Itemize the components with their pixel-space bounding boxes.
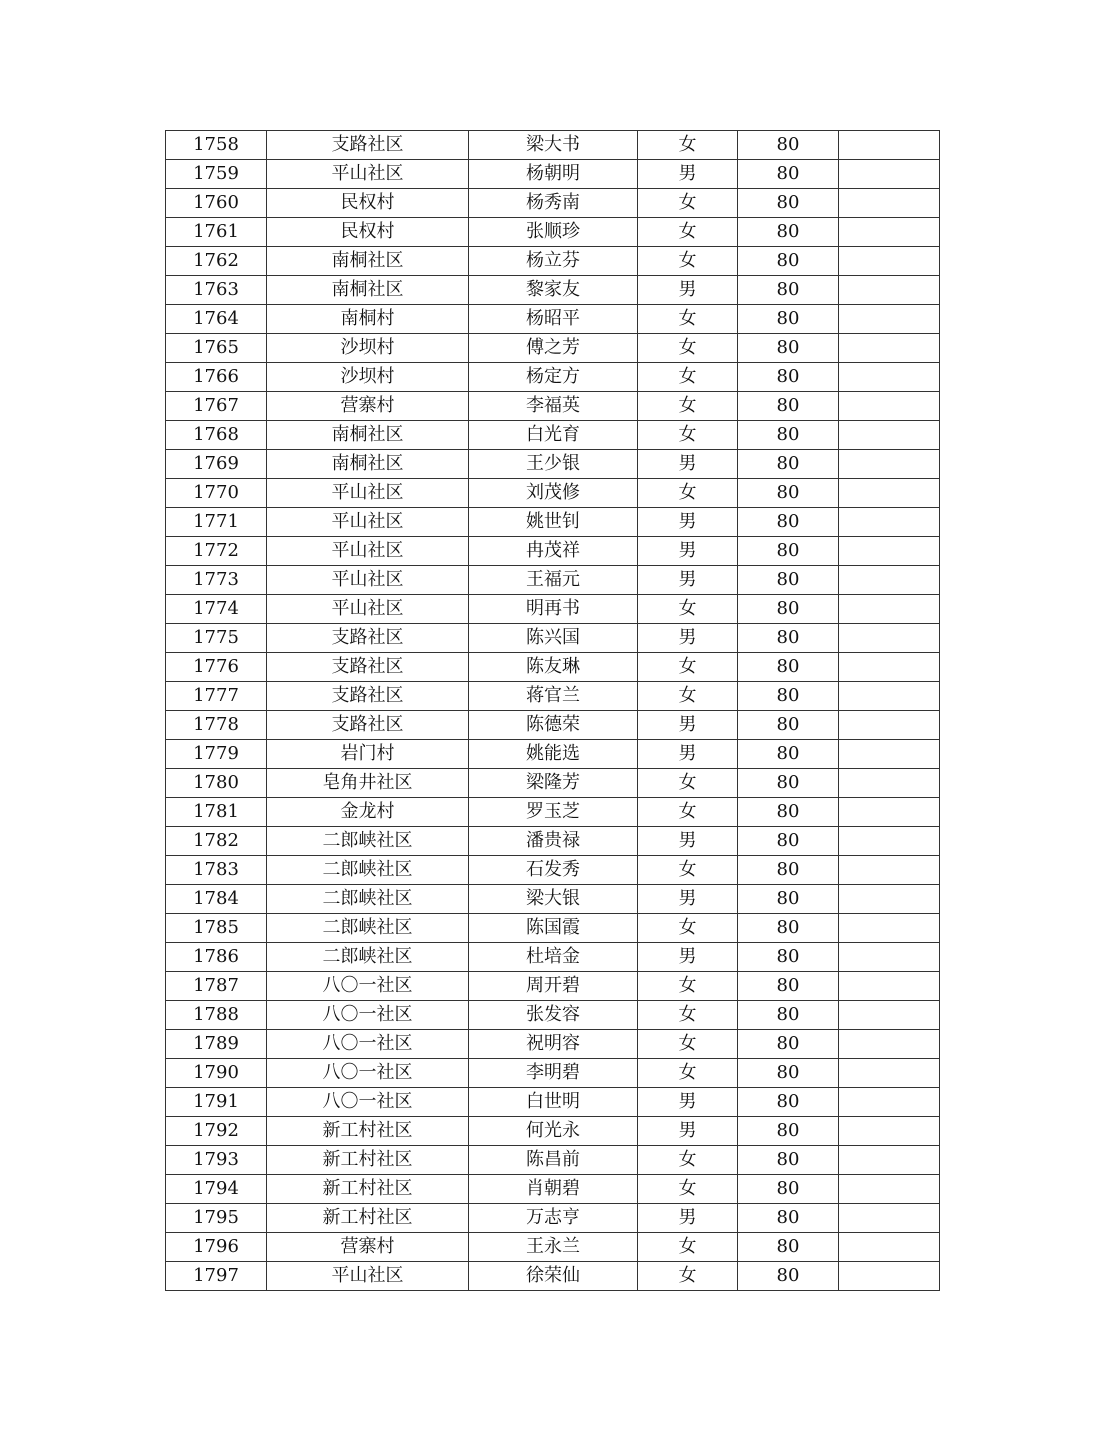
person-name-cell: 陈昌前 — [469, 1146, 638, 1175]
person-name-cell: 何光永 — [469, 1117, 638, 1146]
age-cell: 80 — [738, 682, 839, 711]
note-cell — [839, 479, 940, 508]
community-cell: 平山社区 — [267, 537, 469, 566]
note-cell — [839, 1088, 940, 1117]
table-row — [166, 1175, 940, 1204]
table-row — [166, 1088, 940, 1117]
person-name-cell: 梁大银 — [469, 885, 638, 914]
community-cell: 沙坝村 — [267, 363, 469, 392]
table-row — [166, 740, 940, 769]
serial-number-cell: 1764 — [166, 305, 267, 334]
note-cell — [839, 1059, 940, 1088]
note-cell — [839, 972, 940, 1001]
gender-cell: 男 — [638, 943, 738, 972]
serial-number-cell: 1766 — [166, 363, 267, 392]
age-cell: 80 — [738, 1030, 839, 1059]
person-name-cell: 梁隆芳 — [469, 769, 638, 798]
gender-cell: 女 — [638, 595, 738, 624]
serial-number-cell: 1771 — [166, 508, 267, 537]
note-cell — [839, 943, 940, 972]
serial-number-cell: 1793 — [166, 1146, 267, 1175]
table-row — [166, 1233, 940, 1262]
gender-cell: 女 — [638, 1233, 738, 1262]
table-row — [166, 363, 940, 392]
community-cell: 二郎峡社区 — [267, 914, 469, 943]
gender-cell: 男 — [638, 1117, 738, 1146]
community-cell: 八〇一社区 — [267, 1001, 469, 1030]
gender-cell: 女 — [638, 1262, 738, 1291]
gender-cell: 女 — [638, 856, 738, 885]
person-name-cell: 罗玉芝 — [469, 798, 638, 827]
serial-number-cell: 1797 — [166, 1262, 267, 1291]
gender-cell: 女 — [638, 1001, 738, 1030]
person-name-cell: 徐荣仙 — [469, 1262, 638, 1291]
serial-number-cell: 1781 — [166, 798, 267, 827]
table-row — [166, 566, 940, 595]
note-cell — [839, 653, 940, 682]
table-row — [166, 595, 940, 624]
note-cell — [839, 508, 940, 537]
person-name-cell: 肖朝碧 — [469, 1175, 638, 1204]
serial-number-cell: 1777 — [166, 682, 267, 711]
gender-cell: 男 — [638, 276, 738, 305]
gender-cell: 男 — [638, 711, 738, 740]
age-cell: 80 — [738, 392, 839, 421]
person-name-cell: 冉茂祥 — [469, 537, 638, 566]
age-cell: 80 — [738, 798, 839, 827]
serial-number-cell: 1794 — [166, 1175, 267, 1204]
gender-cell: 女 — [638, 1030, 738, 1059]
gender-cell: 男 — [638, 624, 738, 653]
table-row — [166, 624, 940, 653]
person-name-cell: 李福英 — [469, 392, 638, 421]
gender-cell: 女 — [638, 421, 738, 450]
serial-number-cell: 1790 — [166, 1059, 267, 1088]
gender-cell: 女 — [638, 914, 738, 943]
age-cell: 80 — [738, 972, 839, 1001]
community-cell: 平山社区 — [267, 595, 469, 624]
age-cell: 80 — [738, 1001, 839, 1030]
note-cell — [839, 1001, 940, 1030]
table-row — [166, 914, 940, 943]
table-row — [166, 682, 940, 711]
age-cell: 80 — [738, 1175, 839, 1204]
person-name-cell: 王少银 — [469, 450, 638, 479]
gender-cell: 女 — [638, 769, 738, 798]
gender-cell: 女 — [638, 798, 738, 827]
age-cell: 80 — [738, 595, 839, 624]
person-name-cell: 石发秀 — [469, 856, 638, 885]
person-name-cell: 杨定方 — [469, 363, 638, 392]
table-row — [166, 479, 940, 508]
age-cell: 80 — [738, 450, 839, 479]
note-cell — [839, 769, 940, 798]
table-row — [166, 769, 940, 798]
person-name-cell: 张顺珍 — [469, 218, 638, 247]
table-row — [166, 827, 940, 856]
person-name-cell: 杜培金 — [469, 943, 638, 972]
note-cell — [839, 247, 940, 276]
note-cell — [839, 566, 940, 595]
gender-cell: 男 — [638, 740, 738, 769]
gender-cell: 女 — [638, 479, 738, 508]
note-cell — [839, 595, 940, 624]
table-row — [166, 1117, 940, 1146]
note-cell — [839, 392, 940, 421]
gender-cell: 女 — [638, 392, 738, 421]
age-cell: 80 — [738, 943, 839, 972]
person-name-cell: 王永兰 — [469, 1233, 638, 1262]
table-row — [166, 247, 940, 276]
community-cell: 支路社区 — [267, 682, 469, 711]
table-row — [166, 276, 940, 305]
community-cell: 平山社区 — [267, 160, 469, 189]
gender-cell: 男 — [638, 885, 738, 914]
person-name-cell: 蒋官兰 — [469, 682, 638, 711]
gender-cell: 女 — [638, 334, 738, 363]
note-cell — [839, 160, 940, 189]
gender-cell: 男 — [638, 508, 738, 537]
community-cell: 二郎峡社区 — [267, 827, 469, 856]
age-cell: 80 — [738, 740, 839, 769]
age-cell: 80 — [738, 537, 839, 566]
community-cell: 八〇一社区 — [267, 1030, 469, 1059]
community-cell: 南桐村 — [267, 305, 469, 334]
age-cell: 80 — [738, 421, 839, 450]
community-cell: 支路社区 — [267, 711, 469, 740]
person-name-cell: 姚世钊 — [469, 508, 638, 537]
age-cell: 80 — [738, 334, 839, 363]
serial-number-cell: 1792 — [166, 1117, 267, 1146]
note-cell — [839, 218, 940, 247]
roster-table — [165, 130, 940, 1291]
table-row — [166, 972, 940, 1001]
community-cell: 南桐社区 — [267, 247, 469, 276]
person-name-cell: 梁大书 — [469, 131, 638, 160]
note-cell — [839, 363, 940, 392]
serial-number-cell: 1785 — [166, 914, 267, 943]
community-cell: 八〇一社区 — [267, 1088, 469, 1117]
table-row — [166, 508, 940, 537]
note-cell — [839, 1146, 940, 1175]
serial-number-cell: 1767 — [166, 392, 267, 421]
serial-number-cell: 1783 — [166, 856, 267, 885]
gender-cell: 女 — [638, 1175, 738, 1204]
age-cell: 80 — [738, 160, 839, 189]
community-cell: 民权村 — [267, 189, 469, 218]
person-name-cell: 白光育 — [469, 421, 638, 450]
table-row — [166, 160, 940, 189]
community-cell: 支路社区 — [267, 653, 469, 682]
note-cell — [839, 885, 940, 914]
age-cell: 80 — [738, 827, 839, 856]
person-name-cell: 李明碧 — [469, 1059, 638, 1088]
gender-cell: 女 — [638, 1146, 738, 1175]
person-name-cell: 杨秀南 — [469, 189, 638, 218]
person-name-cell: 王福元 — [469, 566, 638, 595]
note-cell — [839, 276, 940, 305]
age-cell: 80 — [738, 1262, 839, 1291]
table-row — [166, 392, 940, 421]
gender-cell: 男 — [638, 1204, 738, 1233]
gender-cell: 女 — [638, 189, 738, 218]
age-cell: 80 — [738, 276, 839, 305]
community-cell: 皂角井社区 — [267, 769, 469, 798]
person-name-cell: 傅之芳 — [469, 334, 638, 363]
table-row — [166, 218, 940, 247]
age-cell: 80 — [738, 1088, 839, 1117]
note-cell — [839, 450, 940, 479]
community-cell: 二郎峡社区 — [267, 885, 469, 914]
serial-number-cell: 1784 — [166, 885, 267, 914]
gender-cell: 男 — [638, 160, 738, 189]
note-cell — [839, 1030, 940, 1059]
community-cell: 二郎峡社区 — [267, 856, 469, 885]
age-cell: 80 — [738, 885, 839, 914]
note-cell — [839, 827, 940, 856]
age-cell: 80 — [738, 711, 839, 740]
gender-cell: 男 — [638, 566, 738, 595]
serial-number-cell: 1788 — [166, 1001, 267, 1030]
table-row — [166, 1059, 940, 1088]
community-cell: 新工村社区 — [267, 1204, 469, 1233]
table-row — [166, 1030, 940, 1059]
gender-cell: 女 — [638, 305, 738, 334]
community-cell: 平山社区 — [267, 479, 469, 508]
note-cell — [839, 1262, 940, 1291]
serial-number-cell: 1768 — [166, 421, 267, 450]
person-name-cell: 杨立芬 — [469, 247, 638, 276]
age-cell: 80 — [738, 218, 839, 247]
age-cell: 80 — [738, 131, 839, 160]
age-cell: 80 — [738, 479, 839, 508]
serial-number-cell: 1795 — [166, 1204, 267, 1233]
community-cell: 营寨村 — [267, 1233, 469, 1262]
gender-cell: 女 — [638, 131, 738, 160]
community-cell: 营寨村 — [267, 392, 469, 421]
community-cell: 支路社区 — [267, 131, 469, 160]
community-cell: 平山社区 — [267, 566, 469, 595]
gender-cell: 女 — [638, 653, 738, 682]
age-cell: 80 — [738, 247, 839, 276]
serial-number-cell: 1786 — [166, 943, 267, 972]
serial-number-cell: 1775 — [166, 624, 267, 653]
community-cell: 岩门村 — [267, 740, 469, 769]
person-name-cell: 周开碧 — [469, 972, 638, 1001]
serial-number-cell: 1761 — [166, 218, 267, 247]
serial-number-cell: 1779 — [166, 740, 267, 769]
community-cell: 平山社区 — [267, 508, 469, 537]
note-cell — [839, 1117, 940, 1146]
table-row — [166, 653, 940, 682]
serial-number-cell: 1772 — [166, 537, 267, 566]
age-cell: 80 — [738, 856, 839, 885]
age-cell: 80 — [738, 914, 839, 943]
community-cell: 金龙村 — [267, 798, 469, 827]
serial-number-cell: 1758 — [166, 131, 267, 160]
person-name-cell: 张发容 — [469, 1001, 638, 1030]
table-row — [166, 334, 940, 363]
table-row — [166, 943, 940, 972]
table-row — [166, 885, 940, 914]
table-row — [166, 798, 940, 827]
serial-number-cell: 1776 — [166, 653, 267, 682]
person-name-cell: 杨朝明 — [469, 160, 638, 189]
note-cell — [839, 537, 940, 566]
gender-cell: 女 — [638, 218, 738, 247]
gender-cell: 男 — [638, 450, 738, 479]
community-cell: 南桐社区 — [267, 421, 469, 450]
community-cell: 南桐社区 — [267, 450, 469, 479]
person-name-cell: 万志亨 — [469, 1204, 638, 1233]
table-row — [166, 1204, 940, 1233]
community-cell: 新工村社区 — [267, 1146, 469, 1175]
note-cell — [839, 1233, 940, 1262]
gender-cell: 男 — [638, 537, 738, 566]
community-cell: 新工村社区 — [267, 1117, 469, 1146]
note-cell — [839, 421, 940, 450]
gender-cell: 女 — [638, 1059, 738, 1088]
note-cell — [839, 682, 940, 711]
note-cell — [839, 1175, 940, 1204]
age-cell: 80 — [738, 508, 839, 537]
serial-number-cell: 1787 — [166, 972, 267, 1001]
age-cell: 80 — [738, 1233, 839, 1262]
person-name-cell: 陈兴国 — [469, 624, 638, 653]
serial-number-cell: 1774 — [166, 595, 267, 624]
age-cell: 80 — [738, 305, 839, 334]
age-cell: 80 — [738, 566, 839, 595]
serial-number-cell: 1791 — [166, 1088, 267, 1117]
table-row — [166, 131, 940, 160]
serial-number-cell: 1782 — [166, 827, 267, 856]
community-cell: 平山社区 — [267, 1262, 469, 1291]
table-row — [166, 305, 940, 334]
gender-cell: 女 — [638, 363, 738, 392]
person-name-cell: 祝明容 — [469, 1030, 638, 1059]
serial-number-cell: 1759 — [166, 160, 267, 189]
serial-number-cell: 1762 — [166, 247, 267, 276]
gender-cell: 男 — [638, 1088, 738, 1117]
person-name-cell: 杨昭平 — [469, 305, 638, 334]
person-name-cell: 刘茂修 — [469, 479, 638, 508]
community-cell: 沙坝村 — [267, 334, 469, 363]
serial-number-cell: 1796 — [166, 1233, 267, 1262]
table-row — [166, 450, 940, 479]
community-cell: 八〇一社区 — [267, 1059, 469, 1088]
community-cell: 民权村 — [267, 218, 469, 247]
table-row — [166, 856, 940, 885]
age-cell: 80 — [738, 1117, 839, 1146]
person-name-cell: 明再书 — [469, 595, 638, 624]
table-row — [166, 1262, 940, 1291]
note-cell — [839, 798, 940, 827]
note-cell — [839, 740, 940, 769]
note-cell — [839, 914, 940, 943]
person-name-cell: 黎家友 — [469, 276, 638, 305]
gender-cell: 女 — [638, 247, 738, 276]
table-row — [166, 189, 940, 218]
age-cell: 80 — [738, 1146, 839, 1175]
serial-number-cell: 1778 — [166, 711, 267, 740]
age-cell: 80 — [738, 624, 839, 653]
note-cell — [839, 334, 940, 363]
roster-table-body — [166, 131, 940, 1291]
serial-number-cell: 1780 — [166, 769, 267, 798]
person-name-cell: 陈国霞 — [469, 914, 638, 943]
serial-number-cell: 1789 — [166, 1030, 267, 1059]
note-cell — [839, 131, 940, 160]
age-cell: 80 — [738, 653, 839, 682]
person-name-cell: 潘贵禄 — [469, 827, 638, 856]
person-name-cell: 陈友琳 — [469, 653, 638, 682]
note-cell — [839, 189, 940, 218]
age-cell: 80 — [738, 1204, 839, 1233]
community-cell: 南桐社区 — [267, 276, 469, 305]
note-cell — [839, 711, 940, 740]
age-cell: 80 — [738, 363, 839, 392]
table-row — [166, 537, 940, 566]
note-cell — [839, 856, 940, 885]
age-cell: 80 — [738, 189, 839, 218]
gender-cell: 女 — [638, 972, 738, 1001]
serial-number-cell: 1763 — [166, 276, 267, 305]
serial-number-cell: 1770 — [166, 479, 267, 508]
person-name-cell: 白世明 — [469, 1088, 638, 1117]
table-row — [166, 421, 940, 450]
table-row — [166, 1146, 940, 1175]
age-cell: 80 — [738, 769, 839, 798]
community-cell: 新工村社区 — [267, 1175, 469, 1204]
community-cell: 支路社区 — [267, 624, 469, 653]
age-cell: 80 — [738, 1059, 839, 1088]
serial-number-cell: 1773 — [166, 566, 267, 595]
gender-cell: 女 — [638, 682, 738, 711]
community-cell: 二郎峡社区 — [267, 943, 469, 972]
note-cell — [839, 1204, 940, 1233]
person-name-cell: 陈德荣 — [469, 711, 638, 740]
person-name-cell: 姚能选 — [469, 740, 638, 769]
serial-number-cell: 1765 — [166, 334, 267, 363]
serial-number-cell: 1769 — [166, 450, 267, 479]
table-row — [166, 711, 940, 740]
community-cell: 八〇一社区 — [267, 972, 469, 1001]
gender-cell: 男 — [638, 827, 738, 856]
note-cell — [839, 624, 940, 653]
serial-number-cell: 1760 — [166, 189, 267, 218]
note-cell — [839, 305, 940, 334]
table-row — [166, 1001, 940, 1030]
